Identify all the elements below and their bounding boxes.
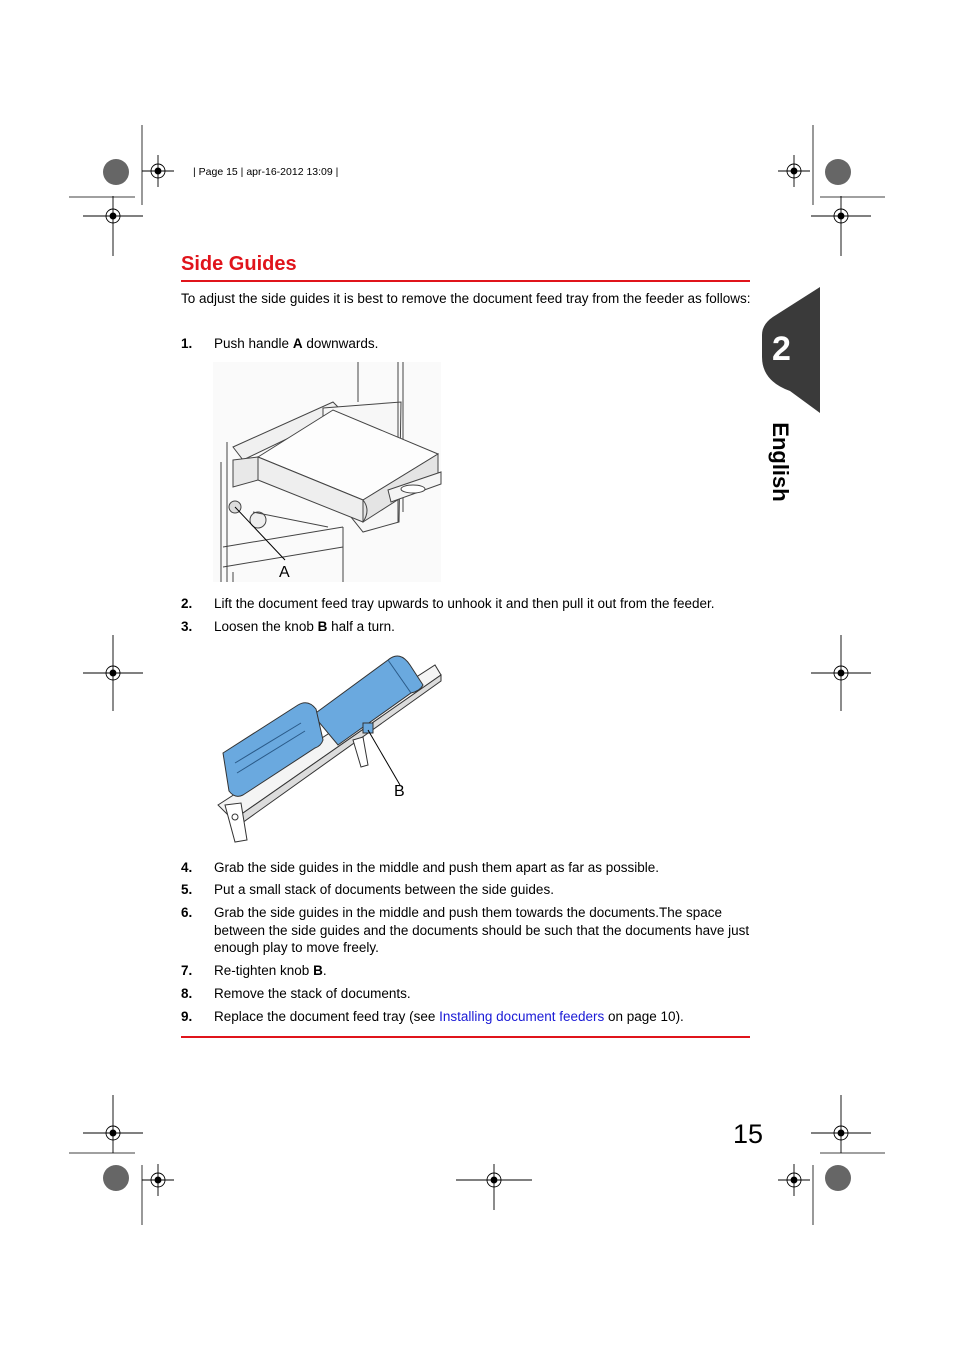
chapter-tab: [762, 287, 820, 413]
step-number: 4.: [181, 860, 193, 875]
step-1: 1. Push handle A downwards.: [181, 336, 379, 351]
language-label: English: [768, 422, 793, 502]
handle-label: A: [292, 336, 303, 351]
step-6: 6. Grab the side guides in the middle and push them towards the documents.The space between the side guides and the documents should be such that the documents have just enough play to move freely.: [181, 905, 750, 955]
step-3: 3. Loosen the knob B half a turn.: [181, 619, 395, 634]
installing-feeders-link[interactable]: Installing document feeders: [439, 1009, 605, 1024]
step-7: 7. Re-tighten knob B.: [181, 963, 327, 978]
step-4: 4. Grab the side guides in the middle and push them apart as far as possible.: [181, 860, 660, 875]
section-end-rule: [181, 1036, 750, 1038]
feeder-tray-figure: [213, 362, 443, 584]
figure-callout-b: B: [394, 783, 405, 800]
step-number: 1.: [181, 336, 193, 351]
knob-label: B: [313, 963, 323, 978]
step-number: 5.: [181, 882, 193, 897]
page-number: 15: [733, 1119, 764, 1149]
step-number: 3.: [181, 619, 193, 634]
step-8: 8. Remove the stack of documents.: [181, 986, 411, 1001]
figure-callout-a: A: [279, 564, 290, 581]
step-number: 7.: [181, 963, 193, 978]
step-number: 2.: [181, 596, 193, 611]
step-number: 6.: [181, 905, 193, 920]
intro-paragraph: To adjust the side guides it is best to remove the document feed tray from the feeder as follows:: [181, 291, 751, 306]
chapter-number: 2: [772, 330, 791, 368]
step-9: 9. Replace the document feed tray (see Installing document feeders on page 10).: [181, 1009, 684, 1024]
step-number: 8.: [181, 986, 193, 1001]
knob-label: B: [317, 619, 328, 634]
step-5: 5. Put a small stack of documents between the side guides.: [181, 882, 554, 897]
side-guides-figure: [213, 645, 448, 850]
section-title: Side Guides: [181, 253, 297, 275]
title-rule: [181, 280, 750, 282]
print-header-info: | Page 15 | apr-16-2012 13:09 |: [193, 166, 339, 178]
step-number: 9.: [181, 1009, 193, 1024]
step-2: 2. Lift the document feed tray upwards to unhook it and then pull it out from the feeder.: [181, 596, 715, 611]
